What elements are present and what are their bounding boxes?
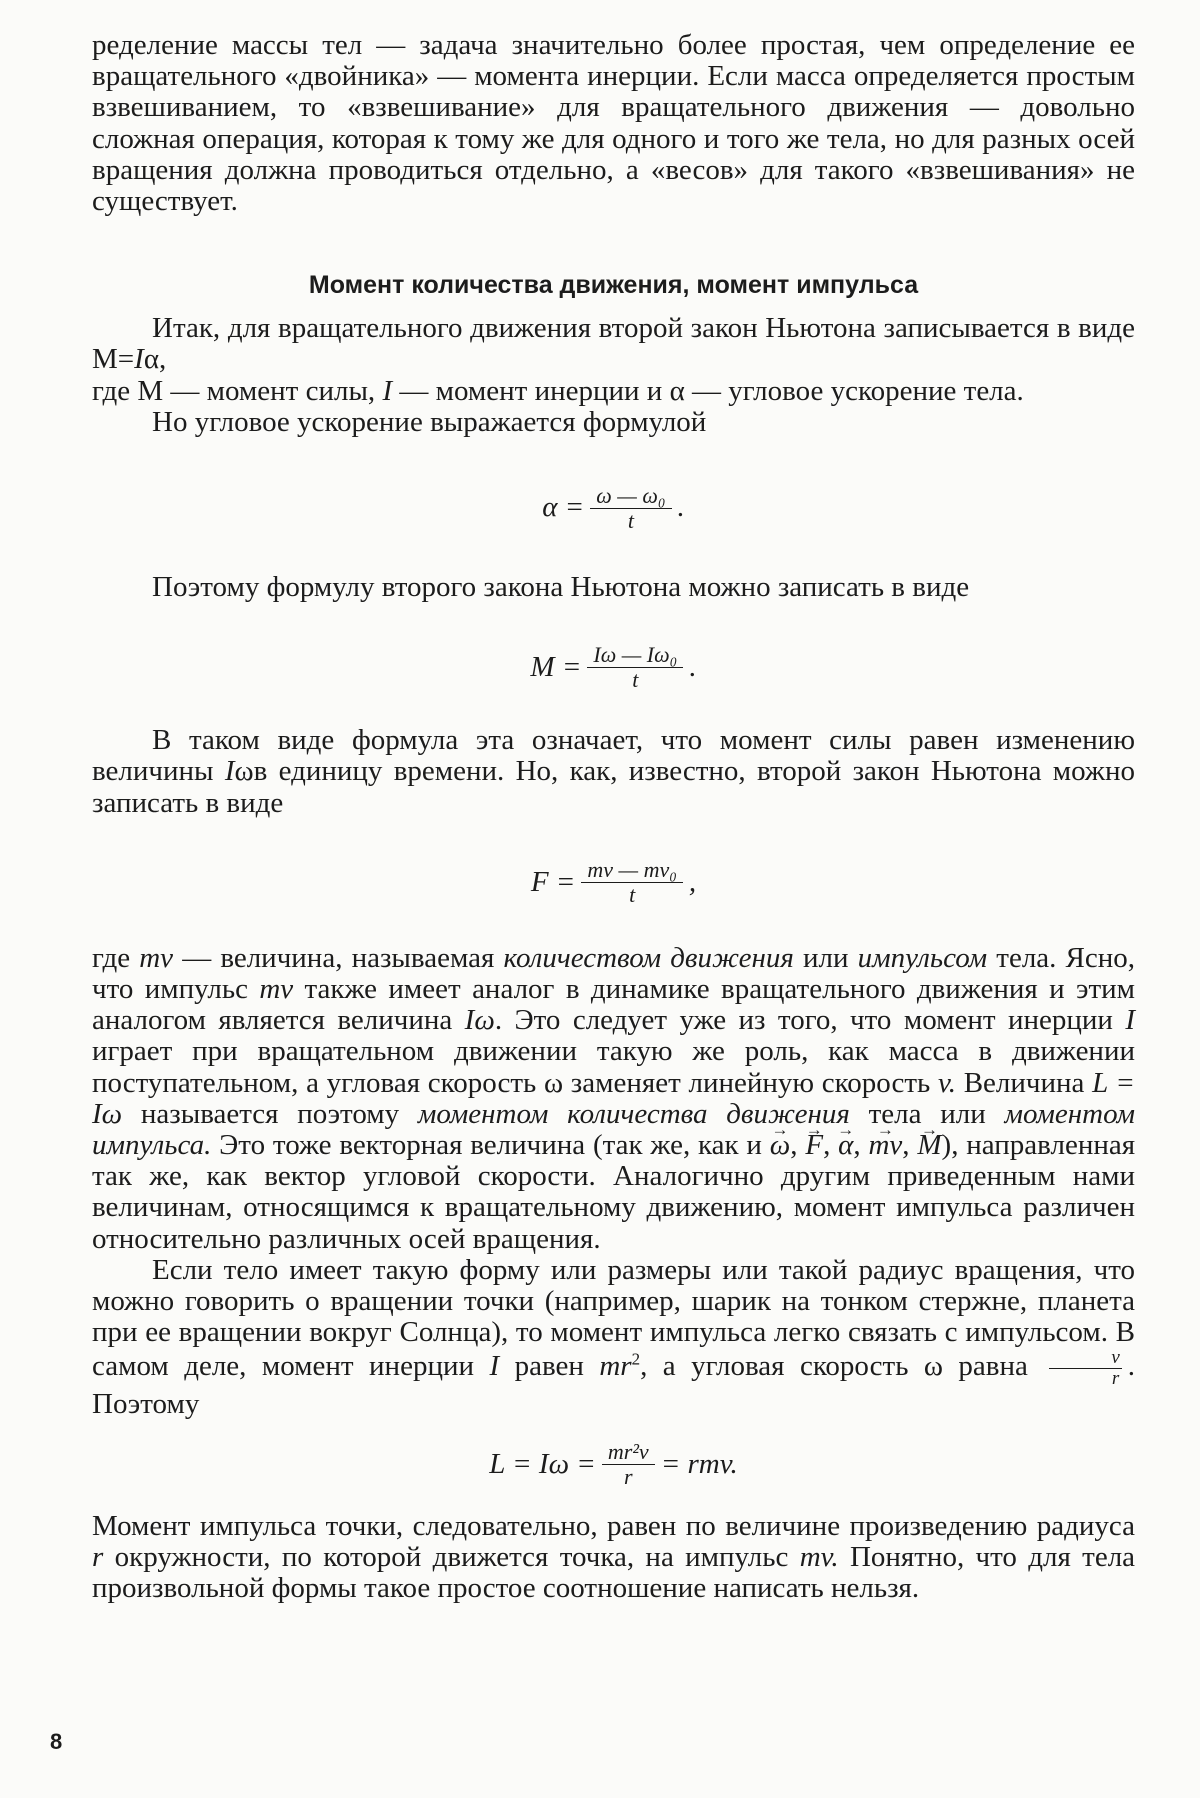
paragraph-2 [92, 376, 1135, 407]
symbol-I: I [224, 755, 235, 788]
symbol-mr: mr [599, 1350, 632, 1383]
text: тела. Ясно, что импульс [92, 941, 1136, 1006]
term-momentum: количеством движения [503, 941, 794, 974]
fraction [602, 1440, 655, 1489]
paragraph-7 [92, 1255, 1135, 1421]
formula-lhs: M = [530, 650, 582, 683]
paragraph-4: Поэтому формулу второго закона Ньютона можно записать в виде [152, 571, 970, 604]
text: . Это следует уже из того, что момент инерции [494, 1004, 1113, 1037]
fraction-v-over-r [1049, 1348, 1121, 1389]
vector-M: → M [917, 1130, 941, 1161]
denominator: r [1111, 1368, 1120, 1390]
text: играет при вращательном движении такую же роль, как масса в движении поступательном, а угловая скорость ω заменяет линейную скорость [92, 1035, 1135, 1099]
exponent: 2 [631, 1349, 641, 1369]
text: или [802, 941, 849, 974]
text: также имеет аналог в динамике вращательного движения и этим аналогом является величина [92, 973, 1135, 1037]
text: Это тоже векторная величина (так же, как и [219, 1129, 762, 1162]
section-heading: Момент количества движения, момент импульса [308, 271, 919, 300]
formula-lhs: α = [542, 491, 585, 524]
text: ), направленная так же, как вектор угловой скорости. Аналогично другим приведенным нами величинам, относящимся к вращательному движению, момент импульса различен относительно различных осей вращения. [92, 1129, 1136, 1255]
symbol-r: r [92, 1540, 104, 1573]
formula-force [92, 853, 1135, 913]
text: α, [143, 343, 167, 376]
text: . Поэтому [92, 1350, 1136, 1421]
denominator: t [627, 507, 634, 533]
fraction [590, 484, 671, 533]
text: окружности, по которой движется точка, на импульс [114, 1540, 789, 1573]
text: Если тело имеет такую форму или размеры или такой радиус вращения, что можно говорить о вращении точки (например, шарик на тонком стержне, планета при ее вращении вокруг Солнца), то момент импульса легко связать с импульсом. В самом деле, момент инерции [92, 1253, 1135, 1383]
vector-omega: → ω [770, 1130, 790, 1161]
formula-angular-momentum [92, 1435, 1135, 1495]
formula-moment-of-force [92, 637, 1135, 697]
text: равен [514, 1350, 584, 1383]
fraction [581, 858, 683, 907]
formula-lhs: L = Iω = [489, 1448, 596, 1481]
term-moment-of-impulse: моментом импульса. [92, 1097, 1135, 1162]
text: , а угловая скорость ω равна [640, 1350, 1028, 1383]
symbol-I: I [382, 374, 393, 407]
text: — величина, называемая [182, 941, 495, 974]
vector-alpha: → α [838, 1130, 853, 1161]
symbol-I: I [489, 1350, 500, 1383]
symbol-mv: mv [139, 941, 174, 974]
vector-F: → F [805, 1130, 823, 1161]
term-impulse: импульсом [857, 941, 988, 974]
symbol-Iw: Iω [464, 1004, 495, 1037]
intro-paragraph: ределение массы тел — задача значительно более простая, чем определение ее вращательного «двойника» — момента инерции. Если масса определяется простым взвешиванием, то «взвешивание» для вращательного движения — довольно сложная операция, которая к тому же для одного и того же тела, но для разных осей вращения должна проводиться отдельно, а «весов» для такого «взвешивания» не существует. [92, 29, 1135, 218]
text: — момент инерции и α — угловое ускорение тела. [399, 374, 1024, 407]
denominator: t [629, 882, 636, 908]
numerator: mr²v [602, 1440, 655, 1465]
paragraph-8 [92, 1511, 1135, 1605]
symbol-I: I [134, 343, 144, 376]
symbol-I: I [1125, 1004, 1136, 1037]
formula-end: , [688, 866, 697, 899]
text: где [92, 941, 131, 974]
paragraph-3: Но угловое ускорение выражается формулой [152, 405, 707, 438]
text: ωв единицу времени. Но, как, известно, второй закон Ньютона можно записать в виде [92, 755, 1135, 819]
vector-mv: → mv [868, 1130, 902, 1161]
symbol-L: L = Iω [92, 1066, 1136, 1130]
formula-angular-acceleration [92, 478, 1135, 538]
page-number: 8 [50, 1729, 63, 1754]
text: В таком виде формула эта означает, что момент силы равен изменению величины [92, 724, 1135, 788]
fraction [587, 643, 683, 692]
numerator: mv — mv₀ [581, 858, 683, 883]
numerator: ω — ω₀ [590, 484, 671, 509]
symbol-mv: mv. [799, 1540, 839, 1573]
page-body [92, 30, 1135, 1604]
paragraph-6: где mv — величина, называемая количеством движения или импульсом тела. Ясно, что импульс mv также имеет аналог в динамике вращательного движения и этим аналогом является величина Iω. Это следует уже из того, что момент инерции I играет при вращательном движении такую же роль, как масса в движении поступательном, а угловая скорость ω заменяет линейную скорость v. Величина L = Iω называется поэтому моментом количества движения тела или моментом импульса. Это тоже векторная величина (так же, как и → ω, → F, → α, → mv, → M), направленная так же, как вектор угловой скорости. Аналогично другим приведенным нами величинам, относящимся к вращательному движению, момент импульса различен относительно различных осей вращения. [92, 943, 1135, 1255]
text: Понятно, что для тела произвольной формы такое простое соотношение написать нельзя. [92, 1540, 1136, 1605]
numerator: v [1049, 1348, 1121, 1369]
symbol-mv: mv [259, 973, 294, 1006]
paragraph-1 [92, 313, 1135, 375]
text: где М — момент силы, [92, 374, 376, 407]
denominator: r [624, 1464, 633, 1490]
formula-end: . [689, 650, 697, 683]
formula-rhs: = rmv. [660, 1448, 738, 1481]
text: тела или [868, 1097, 986, 1130]
symbol-v: v. [937, 1066, 956, 1099]
formula-end: . [677, 491, 685, 524]
text: называется поэтому [140, 1097, 400, 1130]
paragraph-5 [92, 725, 1135, 819]
text: Величина [963, 1066, 1085, 1099]
denominator: t [632, 666, 639, 692]
text: Итак, для вращательного движения второй закон Ньютона записывается в виде М= [92, 312, 1135, 376]
term-angular-momentum: моментом количества движения [417, 1097, 850, 1130]
formula-lhs: F = [530, 866, 576, 899]
text: Момент импульса точки, следовательно, равен по величине произведению радиуса [92, 1509, 1135, 1542]
numerator: Iω — Iω₀ [587, 643, 683, 668]
